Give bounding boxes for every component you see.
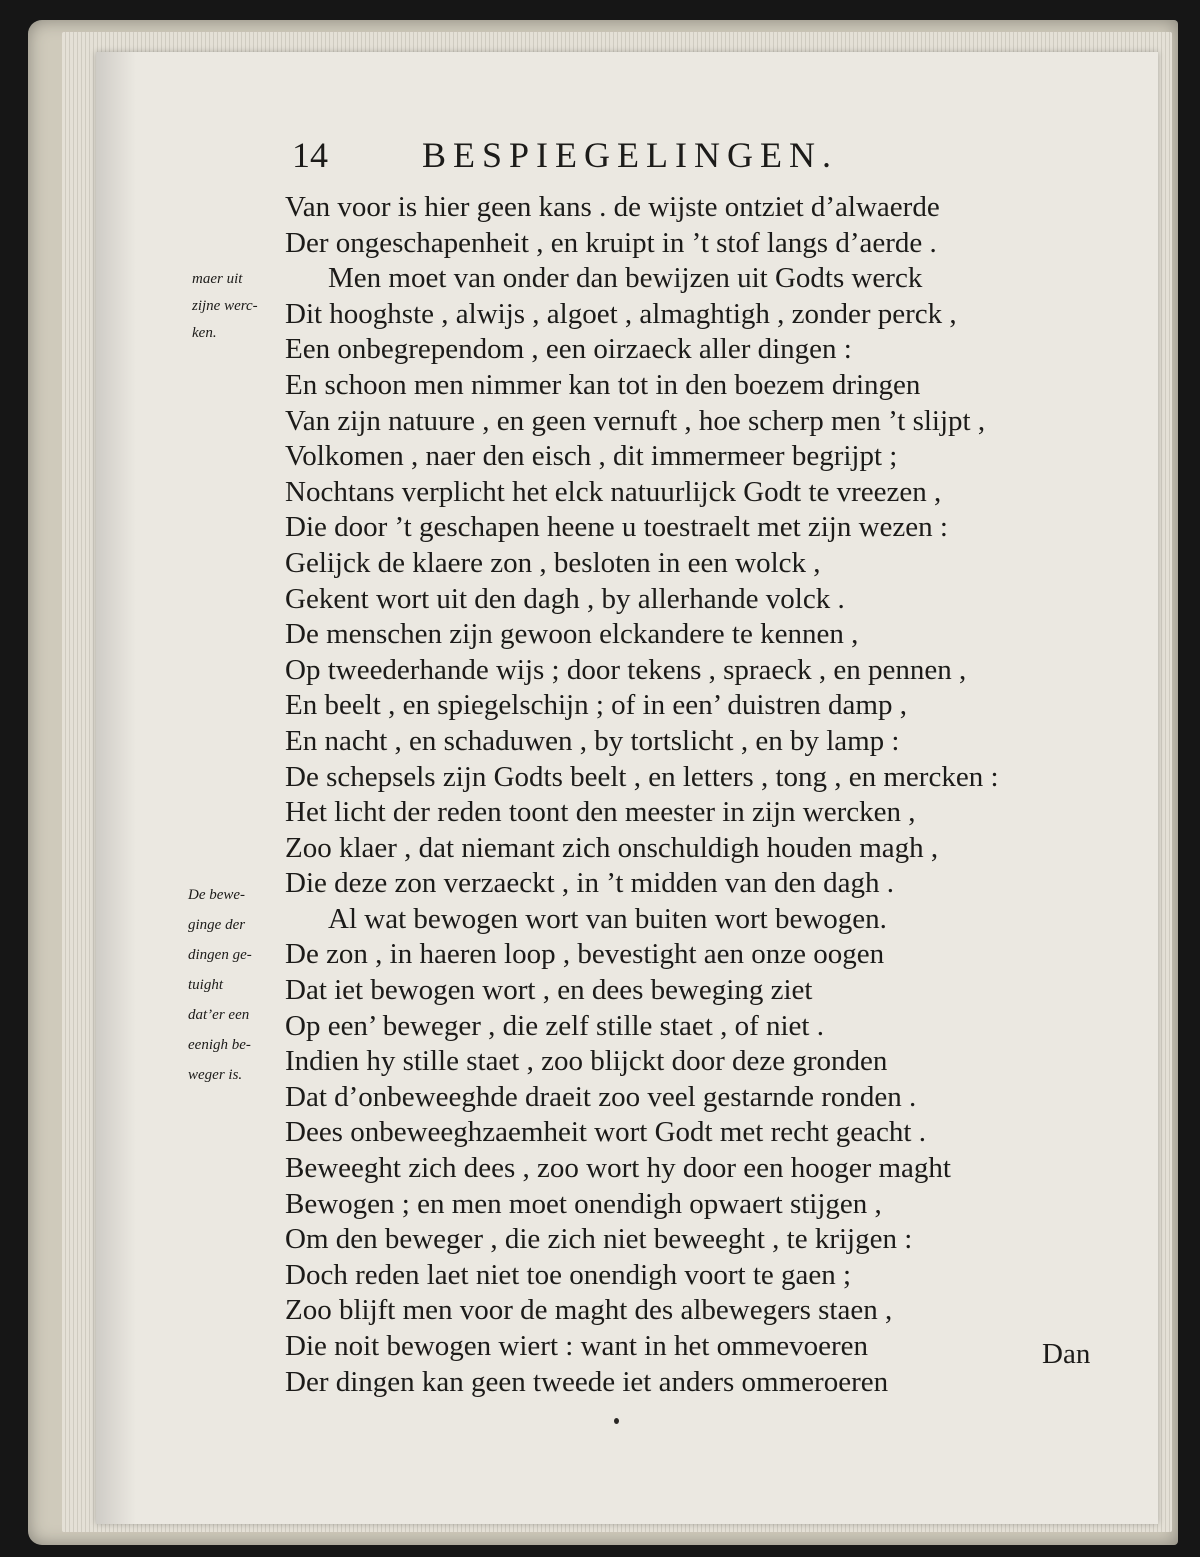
verse-line: De zon , in haeren loop , bevestight aen onze oogen [285,938,885,971]
verse-line: Dat d’onbeweeghde draeit zoo veel gestarnde ronden . [285,1080,917,1113]
verse-line: En schoon men nimmer kan tot in den boezem dringen [285,368,921,401]
margin-note-line: zijne werc- [192,298,258,314]
verse-line: Nochtans verplicht het elck natuurlijck Godt te vreezen , [285,475,942,508]
margin-note-2 [188,880,288,1090]
verse-line: Der dingen kan geen tweede iet anders ommeroeren [285,1365,889,1398]
margin-note-line: dat’er een [188,1007,250,1023]
verse-line: Gekent wort uit den dagh , by allerhande volck . [285,582,845,615]
margin-note-line: ginge der [188,917,246,933]
verse-line: Dit hooghste , alwijs , algoet , almaghtigh , zonder perck , [285,297,957,330]
verse-line: Om den beweger , die zich niet beweeght , te krijgen : [285,1223,913,1256]
verse-line: Zoo klaer , dat niemant zich onschuldigh houden magh , [285,831,939,864]
verse-line: Bewogen ; en men moet onendigh opwaert stijgen , [285,1187,882,1220]
catchword: Dan [1042,1338,1091,1370]
page-number: 14 [292,135,328,175]
verse-line: Dat iet bewogen wort , en dees beweging ziet [285,974,813,1007]
verse-line: Beweeght zich dees , zoo wort hy door een hooger maght [285,1152,951,1185]
margin-note-line: tuight [188,977,224,993]
margin-note-line: eenigh be- [188,1037,251,1053]
page-header [292,130,982,180]
verse-line: Op een’ beweger , die zelf stille staet , of niet . [285,1009,824,1042]
verse-line: Volkomen , naer den eisch , dit immermeer begrijpt ; [285,440,898,473]
verse-line: Die deze zon verzaeckt , in ’t midden van den dagh . [285,867,895,900]
verse-line: Men moet van onder dan bewijzen uit Godts werck [328,262,923,295]
margin-note-line: dingen ge- [188,947,252,963]
verse-text [285,190,1085,1400]
verse-line: En nacht , en schaduwen , by tortslicht , en by lamp : [285,724,900,757]
verse-line: Doch reden laet niet toe onendigh voort te gaen ; [285,1258,852,1291]
verse-line: En beelt , en spiegelschijn ; of in een’ duistren damp , [285,689,907,722]
verse-line: Het licht der reden toont den meester in zijn wercken , [285,796,916,829]
verse-line: Van voor is hier geen kans . de wijste ontziet d’alwaerde [285,191,940,223]
margin-note-line: maer uit [192,271,243,287]
running-title: BESPIEGELINGEN. [422,135,838,175]
ink-speck [614,1418,619,1424]
verse-line: De menschen zijn gewoon elckandere te kennen , [285,618,859,651]
margin-note-line: weger is. [188,1067,243,1083]
verse-line: Een onbegrependom , een oirzaeck aller dingen : [285,333,852,366]
verse-line: Die noit bewogen wiert : want in het ommevoeren [285,1330,869,1362]
verse-line: Indien hy stille staet , zoo blijckt door deze gronden [285,1045,888,1078]
verse-line: Gelijck de klaere zon , besloten in een wolck , [285,546,821,579]
verse-line: Der ongeschapenheit , en kruipt in ’t stof langs d’aerde . [285,226,937,259]
verse-line: Al wat bewogen wort van buiten wort bewogen. [328,902,887,935]
verse-line: Dees onbeweeghzaemheit wort Godt met recht geacht . [285,1116,926,1149]
margin-note-line: ken. [192,325,217,341]
verse-line: Die door ’t geschapen heene u toestraelt met zijn wezen : [285,511,948,544]
verse-line: Van zijn natuure , en geen vernuft , hoe scherp men ’t slijpt , [285,404,986,437]
margin-note-1 [192,266,292,347]
verse-line: Op tweederhande wijs ; door tekens , spraeck , en pennen , [285,653,967,686]
verse-line: Zoo blijft men voor de maght des albewegers staen , [285,1294,893,1327]
verse-line: De schepsels zijn Godts beelt , en letters , tong , en mercken : [285,760,999,793]
margin-note-line: De bewe- [188,887,246,903]
